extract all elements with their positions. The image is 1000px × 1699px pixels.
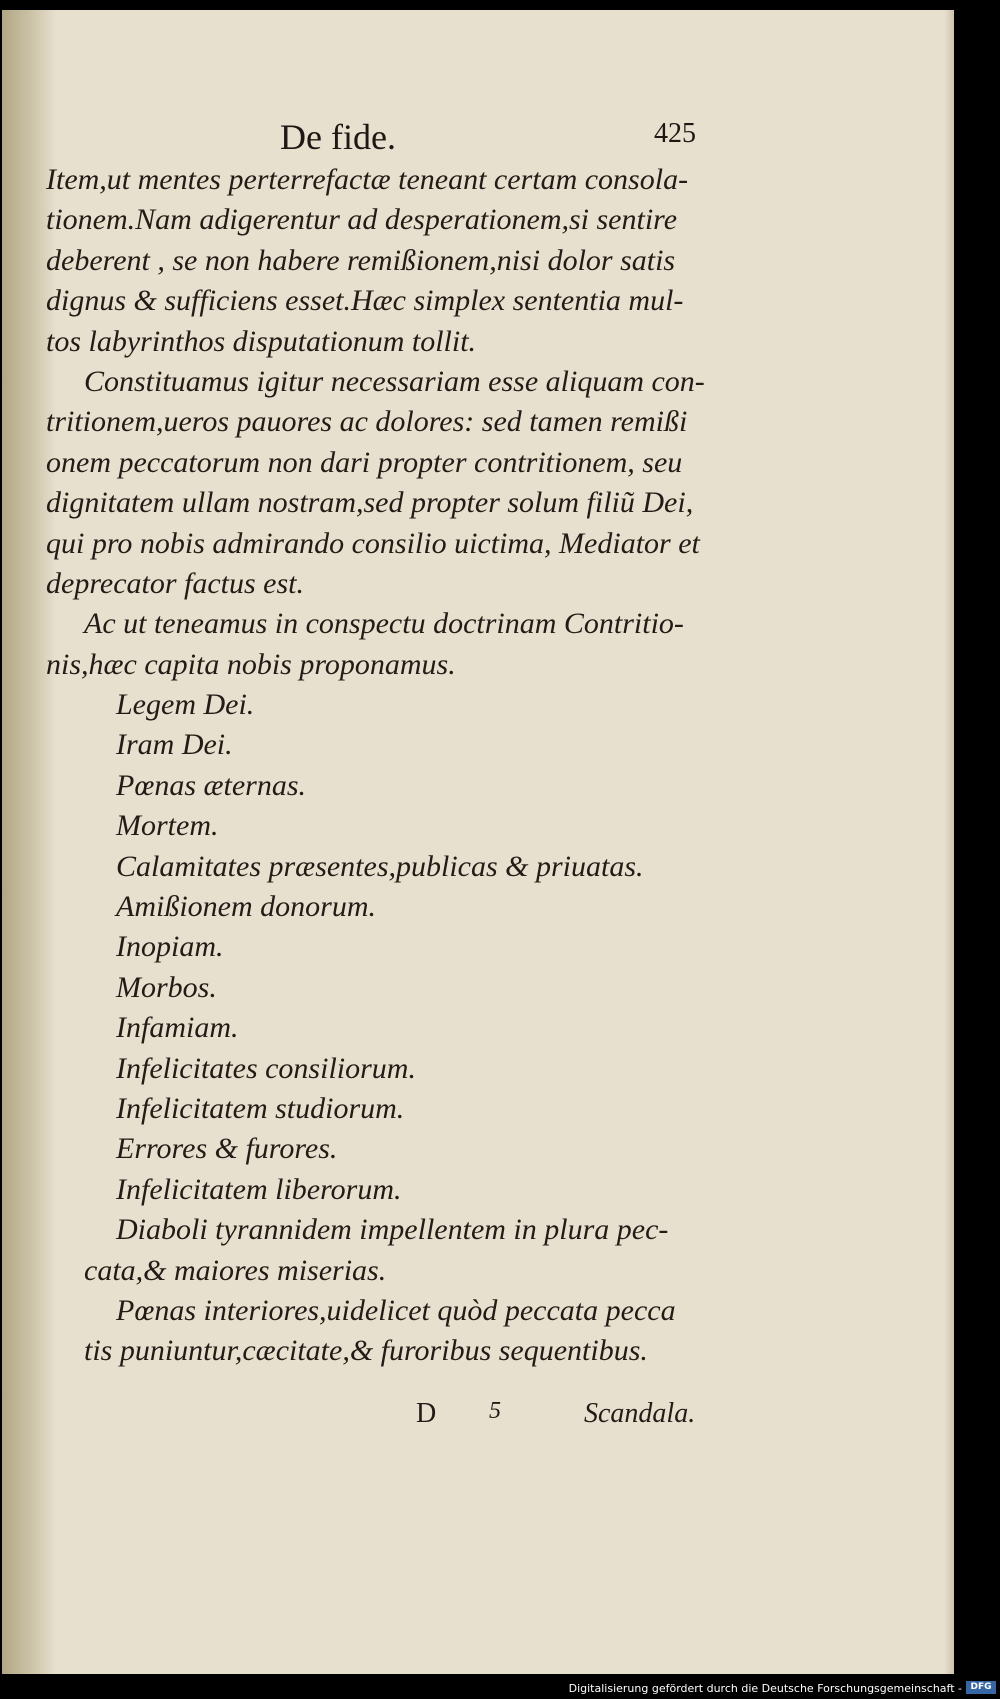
text-line: qui pro nobis admirando consilio uictima, Mediator et xyxy=(46,526,700,560)
list-item: Diaboli tyrannidem impellentem in plura pec- xyxy=(116,1213,669,1247)
text-line: tos labyrinthos disputationum tollit. xyxy=(46,324,477,358)
list-item: Infelicitates consiliorum. xyxy=(116,1051,416,1085)
funding-notice: Digitalisierung gefördert durch die Deutsche Forschungsgemeinschaft - xyxy=(568,1682,962,1695)
dfg-logo-icon: DFG xyxy=(966,1681,996,1694)
text-line: onem peccatorum non dari propter contritionem, seu xyxy=(46,445,683,479)
paragraph-start-line: Constituamus igitur necessariam esse aliquam con- xyxy=(84,364,705,398)
paragraph-start-line: Ac ut teneamus in conspectu doctrinam Contritio- xyxy=(84,607,684,641)
body-text xyxy=(46,160,716,1372)
list-item: Inopiam. xyxy=(116,930,224,964)
text-line: tionem.Nam adigerentur ad desperationem,si sentire xyxy=(46,203,678,237)
signature-letter: D xyxy=(416,1398,437,1429)
list-item: Pœnas interiores,uidelicet quòd peccata pecca xyxy=(116,1293,676,1327)
list-item: Pœnas æternas. xyxy=(116,768,307,802)
list-item: Infamiam. xyxy=(116,1011,239,1045)
list-item: Mortem. xyxy=(116,809,219,843)
list-item: Iram Dei. xyxy=(116,728,233,762)
catchword: Scandala. xyxy=(584,1398,696,1429)
signature-number: 5 xyxy=(489,1398,501,1424)
text-line: deberent , se non habere remißionem,nisi dolor satis xyxy=(46,243,676,277)
list-item: Infelicitatem studiorum. xyxy=(116,1091,405,1125)
list-item: Infelicitatem liberorum. xyxy=(116,1172,402,1206)
text-line: deprecator factus est. xyxy=(46,566,305,600)
list-item: Calamitates præsentes,publicas & priuatas. xyxy=(116,849,644,883)
list-item: Morbos. xyxy=(116,970,217,1004)
footer-bar xyxy=(0,1674,1000,1699)
page-edge xyxy=(944,10,954,1674)
text-line: tritionem,ueros pauores ac dolores: sed tamen remißi xyxy=(46,405,688,439)
text-line: Item,ut mentes perterrefactæ teneant certam consola- xyxy=(46,163,689,196)
list-item: Errores & furores. xyxy=(116,1132,338,1166)
list-item: Legem Dei. xyxy=(116,688,255,722)
text-line: nis,hæc capita nobis proponamus. xyxy=(46,647,456,681)
list-item-continuation: cata,& maiores miserias. xyxy=(84,1253,387,1287)
page-number: 425 xyxy=(654,118,696,149)
list-item: Amißionem donorum. xyxy=(116,890,376,924)
text-line: dignitatem ullam nostram,sed propter solum filiũ Dei, xyxy=(46,486,694,520)
text-line: dignus & sufficiens esset.Hæc simplex sententia mul- xyxy=(46,284,684,318)
catchline xyxy=(46,1398,716,1438)
list-item-continuation: tis puniuntur,cæcitate,& furoribus sequentibus. xyxy=(84,1334,648,1368)
running-head: De fide. xyxy=(280,117,396,157)
book-page xyxy=(2,10,954,1674)
